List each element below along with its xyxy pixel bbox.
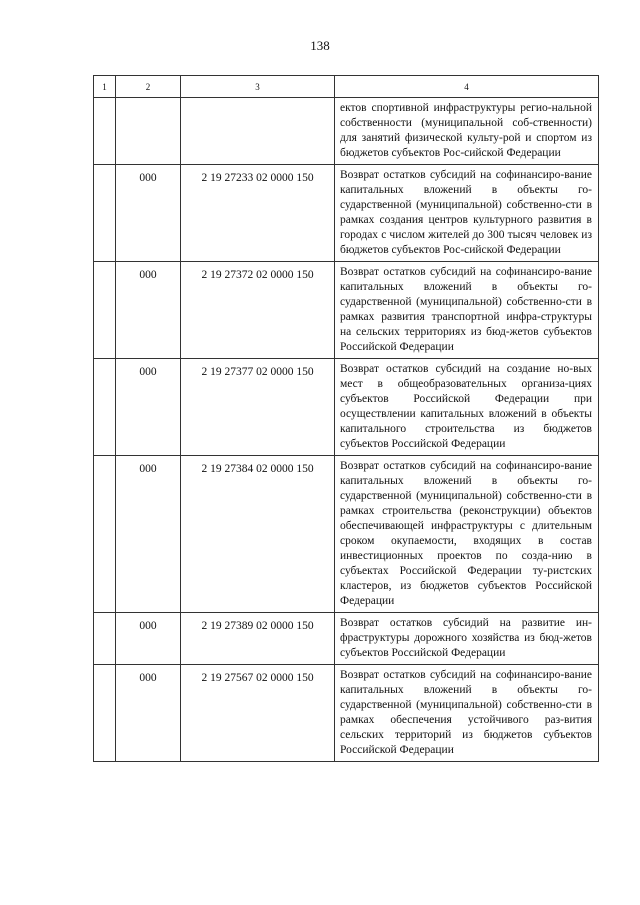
empty-cell xyxy=(116,98,181,165)
empty-cell xyxy=(94,98,116,165)
admin-code: 000 xyxy=(116,359,181,456)
page-number: 138 xyxy=(310,38,330,53)
budget-codes-table xyxy=(93,75,599,762)
empty-cell xyxy=(94,613,116,665)
row-description: ектов спортивной инфраструктуры регио-нальной собственности (муниципальной соб-ственности) для занятий физической культу-рой и спортом из бюджетов субъектов Рос-сийской Федерации xyxy=(335,98,599,165)
empty-cell xyxy=(94,665,116,762)
empty-cell xyxy=(94,262,116,359)
column-number-2: 2 xyxy=(116,76,181,98)
row-description: Возврат остатков субсидий на софинансиро-вание капитальных вложений в объекты го-сударственной (муниципальной) собственно-сти в рамках создания центров культурного развития в городах с числом жителей до 300 тысяч человек из бюджетов субъектов Рос-сийской Федерации xyxy=(335,165,599,262)
admin-code: 000 xyxy=(116,165,181,262)
budget-classification-code: 2 19 27377 02 0000 150 xyxy=(181,359,335,456)
row-description: Возврат остатков субсидий на софинансиро-вание капитальных вложений в объекты го-сударственной (муниципальной) собственно-сти в рамках развития транспортной инфра-структуры на сельских территориях из бюд-жетов субъектов Российской Федерации xyxy=(335,262,599,359)
column-number-row xyxy=(94,76,599,98)
admin-code: 000 xyxy=(116,613,181,665)
table-row xyxy=(94,613,599,665)
budget-classification-code: 2 19 27567 02 0000 150 xyxy=(181,665,335,762)
budget-classification-code: 2 19 27233 02 0000 150 xyxy=(181,165,335,262)
budget-classification-code: 2 19 27389 02 0000 150 xyxy=(181,613,335,665)
table-row xyxy=(94,665,599,762)
column-number-4: 4 xyxy=(335,76,599,98)
empty-cell xyxy=(94,165,116,262)
column-number-3: 3 xyxy=(181,76,335,98)
admin-code: 000 xyxy=(116,262,181,359)
row-description: Возврат остатков субсидий на развитие ин-фраструктуры дорожного хозяйства из бюд-жетов субъектов Российской Федерации xyxy=(335,613,599,665)
table-row xyxy=(94,359,599,456)
table-row xyxy=(94,262,599,359)
table-row xyxy=(94,456,599,613)
admin-code: 000 xyxy=(116,665,181,762)
budget-classification-code: 2 19 27384 02 0000 150 xyxy=(181,456,335,613)
row-description: Возврат остатков субсидий на софинансиро-вание капитальных вложений в объекты го-сударственной (муниципальной) собственно-сти в рамках строительства (реконструкции) объектов обеспечивающей инфраструктуры с длительным сроком окупаемости, входящих в состав инвестиционных проектов по созда-нию в субъектах Российской Федерации ту-ристских кластеров, из бюджетов субъектов Российской Федерации xyxy=(335,456,599,613)
table-row-continuation xyxy=(94,98,599,165)
column-number-1: 1 xyxy=(94,76,116,98)
empty-cell xyxy=(94,456,116,613)
budget-classification-code: 2 19 27372 02 0000 150 xyxy=(181,262,335,359)
row-description: Возврат остатков субсидий на софинансиро-вание капитальных вложений в объекты го-сударственной (муниципальной) собственно-сти в рамках обеспечения устойчивого раз-вития сельских территорий из бюджетов субъектов Российской Федерации xyxy=(335,665,599,762)
table-row xyxy=(94,165,599,262)
empty-cell xyxy=(94,359,116,456)
empty-cell xyxy=(181,98,335,165)
row-description: Возврат остатков субсидий на создание но-вых мест в общеобразовательных организа-циях субъектов Российской Федерации при осуществлении капитальных вложений в объекты капитального строительства из бюджетов субъектов Российской Федерации xyxy=(335,359,599,456)
admin-code: 000 xyxy=(116,456,181,613)
